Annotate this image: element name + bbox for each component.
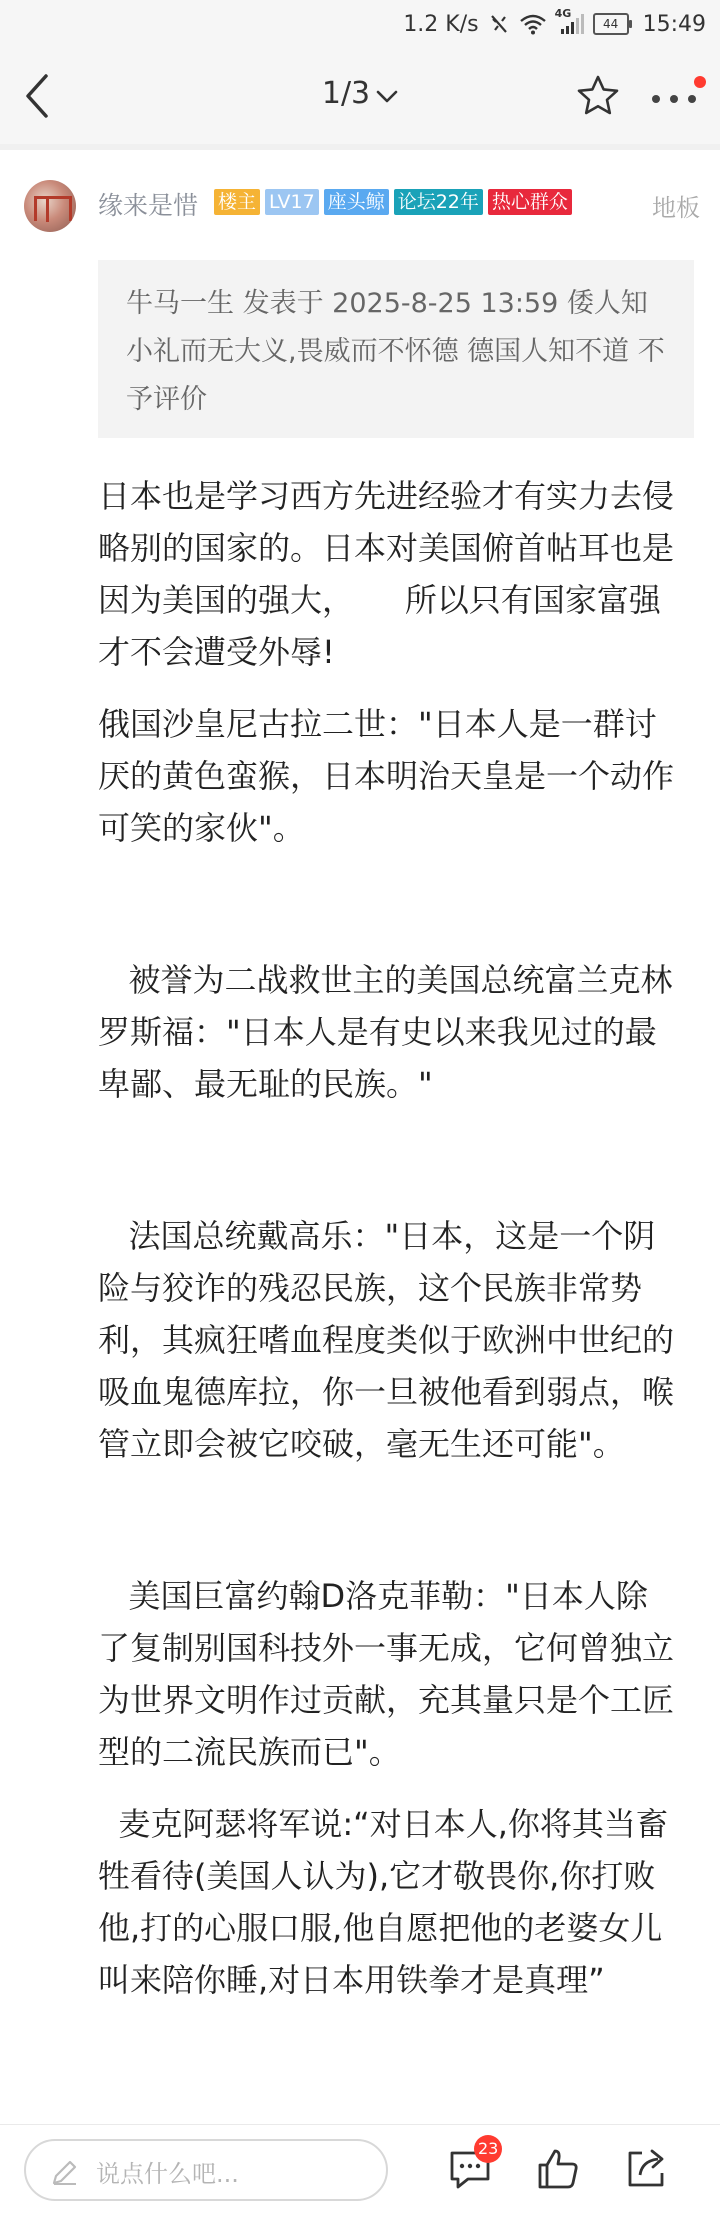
paragraph: 麦克阿瑟将军说:“对日本人,你将其当畜牲看待(美国人认为),它才敬畏你,你打败他,打的心服口服,他自愿把他的老婆女儿叫来陪你睡,对日本用铁拳才是真理”	[98, 1805, 668, 1999]
comment-input[interactable]	[24, 2139, 388, 2201]
star-icon	[574, 72, 622, 120]
post-content	[98, 470, 678, 2026]
paragraph: 法国总统戴高乐："日本，这是一个阴险与狡诈的残忍民族，这个民族非常势利，其疯狂嗜血程度类似于欧洲中世纪的吸血鬼德库拉，你一旦被他看到弱点，喉管立即会被它咬破，毫无生还可能"。	[98, 1217, 675, 1463]
network-speed: 1.2 K/s	[403, 11, 479, 37]
badge-rank: 座头鲸	[324, 189, 389, 215]
chevron-down-icon	[376, 77, 398, 112]
notification-dot	[694, 76, 706, 88]
divider	[0, 144, 720, 150]
comment-placeholder: 说点什么吧...	[96, 2160, 239, 2188]
paragraph: 俄国沙皇尼古拉二世："日本人是一群讨厌的黄色蛮猴，日本明治天皇是一个动作可笑的家伙"。	[98, 705, 675, 847]
badge-years: 论坛22年	[394, 189, 483, 215]
paragraph: 日本也是学习西方先进经验才有实力去侵略别的国家的。日本对美国俯首帖耳也是因为美国的强大， 所以只有国家富强才不会遭受外辱!	[98, 477, 675, 671]
battery-indicator: 44	[593, 13, 629, 35]
page-selector[interactable]	[290, 76, 430, 112]
username[interactable]: 缘来是惜	[98, 191, 199, 220]
page-indicator-label: 1/3	[321, 76, 371, 111]
badge-level: LV17	[265, 189, 319, 215]
comment-count-badge: 23	[474, 2135, 502, 2163]
paragraph: 美国巨富约翰D洛克菲勒："日本人除了复制别国科技外一事无成，它何曾独立为世界文明作过贡献，充其量只是个工匠型的二流民族而已"。	[98, 1577, 675, 1771]
comments-button[interactable]	[446, 2139, 499, 2193]
share-icon	[622, 2145, 670, 2193]
signal-icon	[554, 7, 585, 35]
back-button[interactable]	[16, 70, 64, 122]
clock: 15:49	[642, 11, 706, 37]
badge-title: 热心群众	[488, 189, 572, 215]
like-button[interactable]	[534, 2145, 582, 2193]
more-dots-icon	[648, 84, 704, 114]
quote-block: 牛马一生 发表于 2025-8-25 13:59 倭人知小礼而无大义,畏威而不怀德 德国人知不道 不予评价	[98, 260, 694, 438]
pen-icon	[50, 2157, 80, 2191]
floor-label: 地板	[652, 194, 700, 222]
nav-bar	[0, 48, 720, 145]
chevron-left-icon	[16, 70, 64, 122]
avatar[interactable]	[24, 180, 76, 232]
thumbs-up-icon	[534, 2145, 582, 2193]
status-bar	[0, 0, 720, 48]
user-badges	[214, 189, 572, 215]
mute-icon	[487, 12, 511, 36]
share-button[interactable]	[622, 2145, 670, 2193]
network-type: 4G	[554, 7, 572, 20]
bottom-toolbar	[0, 2124, 720, 2213]
more-button[interactable]	[648, 84, 704, 114]
badge-author: 楼主	[214, 189, 260, 215]
paragraph: 被誉为二战救世主的美国总统富兰克林罗斯福："日本人是有史以来我见过的最卑鄙、最无耻的民族。"	[98, 961, 673, 1103]
status-indicators	[403, 8, 706, 40]
wifi-icon	[519, 13, 547, 35]
post-header	[24, 178, 700, 234]
favorite-button[interactable]	[574, 72, 622, 120]
